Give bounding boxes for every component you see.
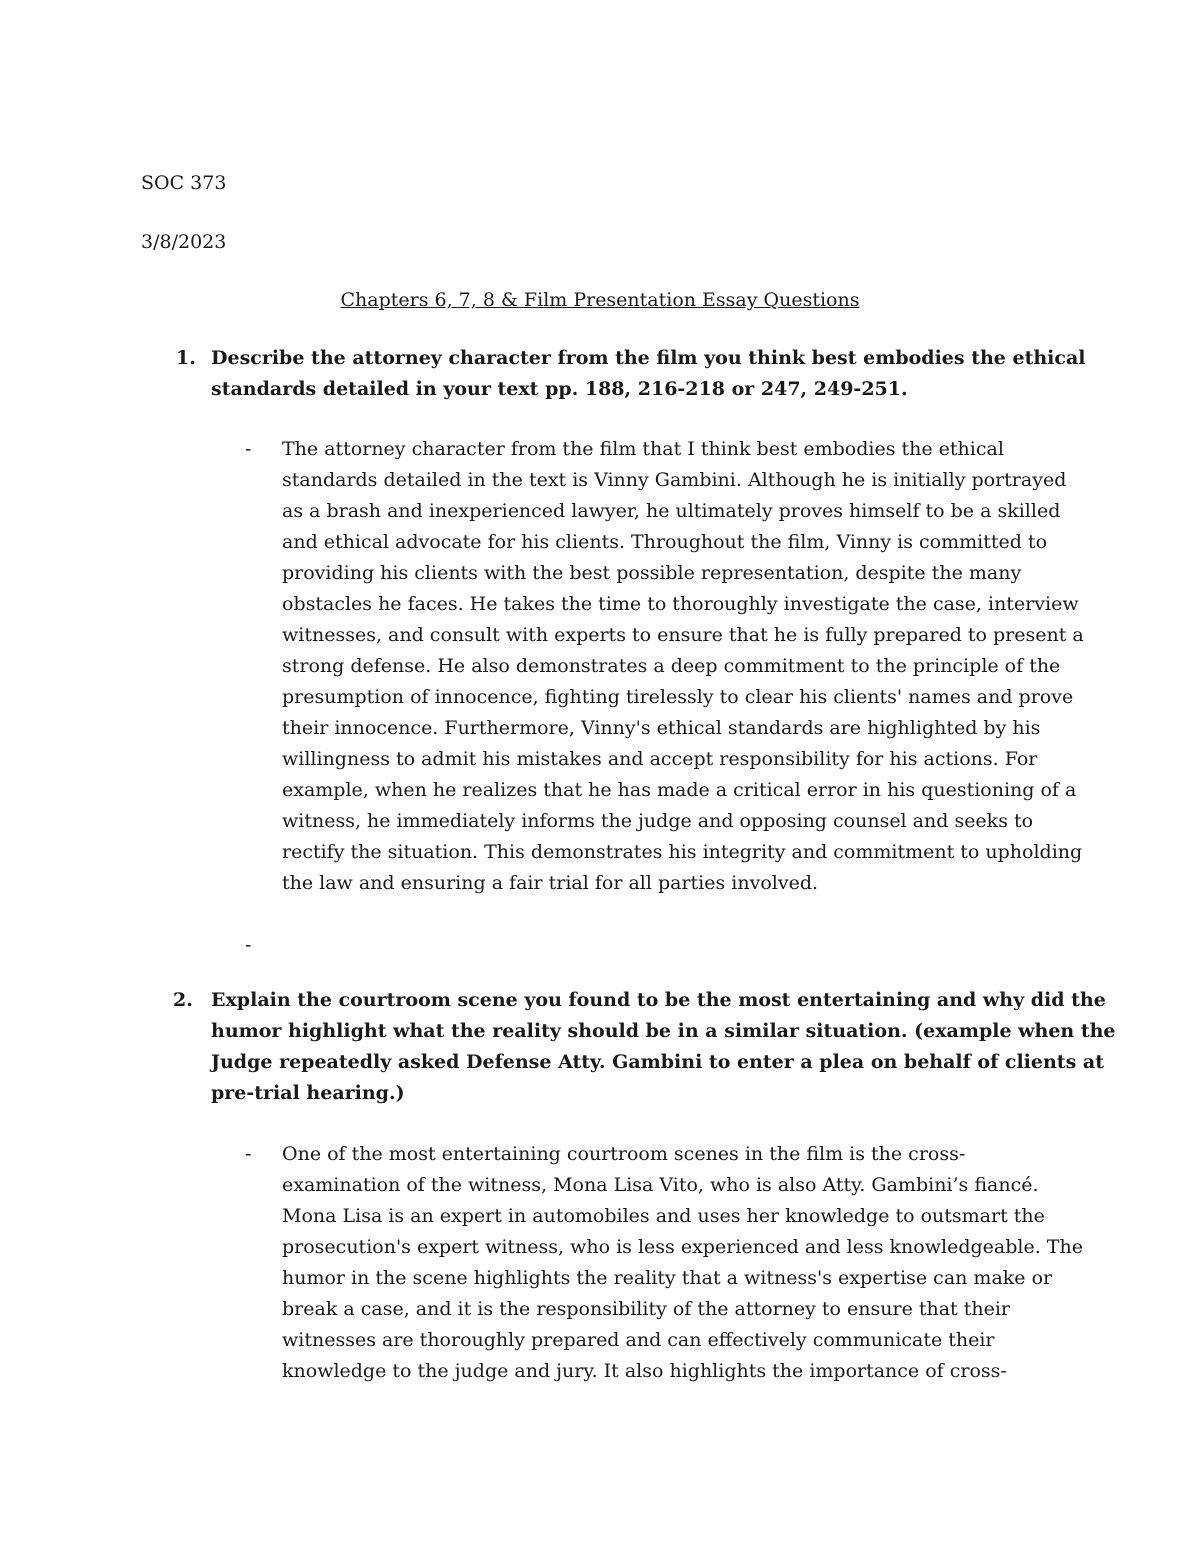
answer-1-line: standards detailed in the text is Vinny Gambini. Although he is initially portrayed	[282, 469, 1067, 491]
question-1-line: Describe the attorney character from the film you think best embodies the ethical	[211, 347, 1086, 369]
question-1-text	[211, 343, 1086, 405]
answer-2-bullet: -	[245, 1143, 252, 1165]
answer-1-line: as a brash and inexperienced lawyer, he ultimately proves himself to be a skilled	[282, 500, 1061, 522]
document-title: Chapters 6, 7, 8 & Film Presentation Essay Questions	[340, 289, 860, 311]
answer-1-line: obstacles he faces. He takes the time to thoroughly investigate the case, interview	[282, 593, 1079, 615]
answer-1-line: the law and ensuring a fair trial for all parties involved.	[282, 872, 819, 894]
answer-2-line: Mona Lisa is an expert in automobiles and uses her knowledge to outsmart the	[282, 1205, 1045, 1227]
answer-2-line: humor in the scene highlights the reality that a witness's expertise can make or	[282, 1267, 1053, 1289]
document-date: 3/8/2023	[141, 231, 227, 253]
empty-bullet: -	[245, 934, 252, 956]
answer-2-line: witnesses are thoroughly prepared and can effectively communicate their	[282, 1329, 995, 1351]
answer-1-line: and ethical advocate for his clients. Throughout the film, Vinny is committed to	[282, 531, 1048, 553]
question-2-line: pre-trial hearing.)	[211, 1082, 405, 1104]
answer-1-line: strong defense. He also demonstrates a deep commitment to the principle of the	[282, 655, 1061, 677]
answer-2-line: examination of the witness, Mona Lisa Vito, who is also Atty. Gambini’s fiancé.	[282, 1174, 1039, 1196]
answer-1-text	[282, 434, 1082, 899]
answer-1-line: witnesses, and consult with experts to ensure that he is fully prepared to present a	[282, 624, 1084, 646]
answer-2-line: prosecution's expert witness, who is less experienced and less knowledgeable. The	[282, 1236, 1083, 1258]
answer-1-line: providing his clients with the best possible representation, despite the many	[282, 562, 1022, 584]
answer-1-line: witness, he immediately informs the judge and opposing counsel and seeks to	[282, 810, 1034, 832]
course-code: SOC 373	[141, 172, 227, 194]
question-2-line: humor highlight what the reality should be in a similar situation. (example when the	[211, 1020, 1116, 1042]
question-2-number: 2.	[173, 989, 193, 1011]
answer-2-line: One of the most entertaining courtroom scenes in the film is the cross-	[282, 1143, 966, 1165]
answer-1-line: presumption of innocence, fighting tirelessly to clear his clients' names and prove	[282, 686, 1074, 708]
answer-1-bullet: -	[245, 438, 252, 460]
question-2-text	[211, 985, 1116, 1109]
answer-2-line: break a case, and it is the responsibility of the attorney to ensure that their	[282, 1298, 1011, 1320]
question-2-line: Judge repeatedly asked Defense Atty. Gambini to enter a plea on behalf of clients at	[211, 1051, 1104, 1073]
answer-1-line: their innocence. Furthermore, Vinny's ethical standards are highlighted by his	[282, 717, 1041, 739]
question-1-line: standards detailed in your text pp. 188, 216-218 or 247, 249-251.	[211, 378, 908, 400]
answer-1-line: The attorney character from the film that I think best embodies the ethical	[282, 438, 1004, 460]
answer-2-text	[282, 1139, 1082, 1387]
answer-1-line: example, when he realizes that he has made a critical error in his questioning of a	[282, 779, 1077, 801]
question-2-line: Explain the courtroom scene you found to be the most entertaining and why did the	[211, 989, 1106, 1011]
answer-1-line: willingness to admit his mistakes and accept responsibility for his actions. For	[282, 748, 1038, 770]
answer-1-line: rectify the situation. This demonstrates his integrity and commitment to upholding	[282, 841, 1083, 863]
question-1-number: 1.	[176, 347, 196, 369]
answer-2-line: knowledge to the judge and jury. It also highlights the importance of cross-	[282, 1360, 1007, 1382]
